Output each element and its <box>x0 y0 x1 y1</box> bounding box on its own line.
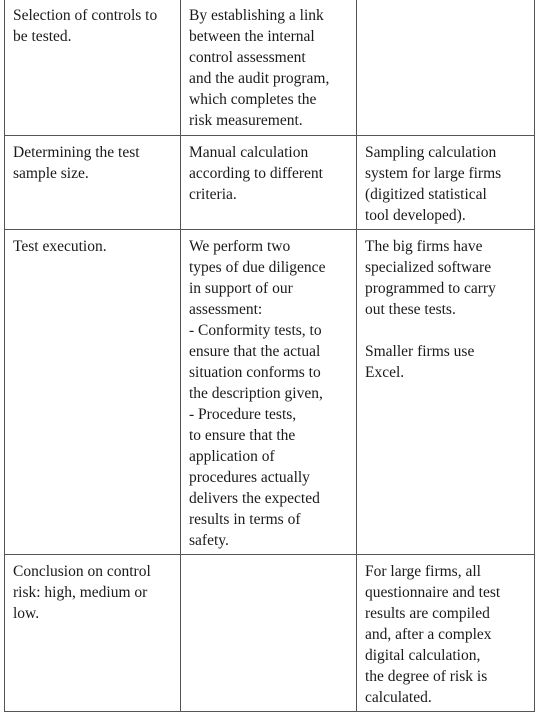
method-cell: By establishing a link between the internal control assessment and the audit program, which completes the risk measurement. <box>181 0 357 135</box>
tools-cell <box>357 0 535 135</box>
step-cell: Determining the test sample size. <box>5 135 181 229</box>
table-row <box>5 229 535 554</box>
table-row <box>5 554 535 711</box>
tools-cell: For large firms, all questionnaire and test results are compiled and, after a complex digital calculation, the degree of risk is calculated. <box>357 554 535 711</box>
method-cell: Manual calculation according to different criteria. <box>181 135 357 229</box>
table-row <box>5 135 535 229</box>
tools-cell: Sampling calculation system for large firms (digitized statistical tool developed). <box>357 135 535 229</box>
method-cell: We perform two types of due diligence in support of our assessment: - Conformity tests, to ensure that the actual situation conforms to the description given, - Procedure tests, to ensure that the application of procedures actually delivers the expected results in terms of safety. <box>181 229 357 554</box>
step-cell: Selection of controls to be tested. <box>5 0 181 135</box>
method-cell <box>181 554 357 711</box>
tools-cell: The big firms have specialized software programmed to carry out these tests. Smaller firms use Excel. <box>357 229 535 554</box>
step-cell: Test execution. <box>5 229 181 554</box>
step-cell: Conclusion on control risk: high, medium or low. <box>5 554 181 711</box>
audit-procedure-table <box>4 0 535 712</box>
table-row <box>5 0 535 135</box>
